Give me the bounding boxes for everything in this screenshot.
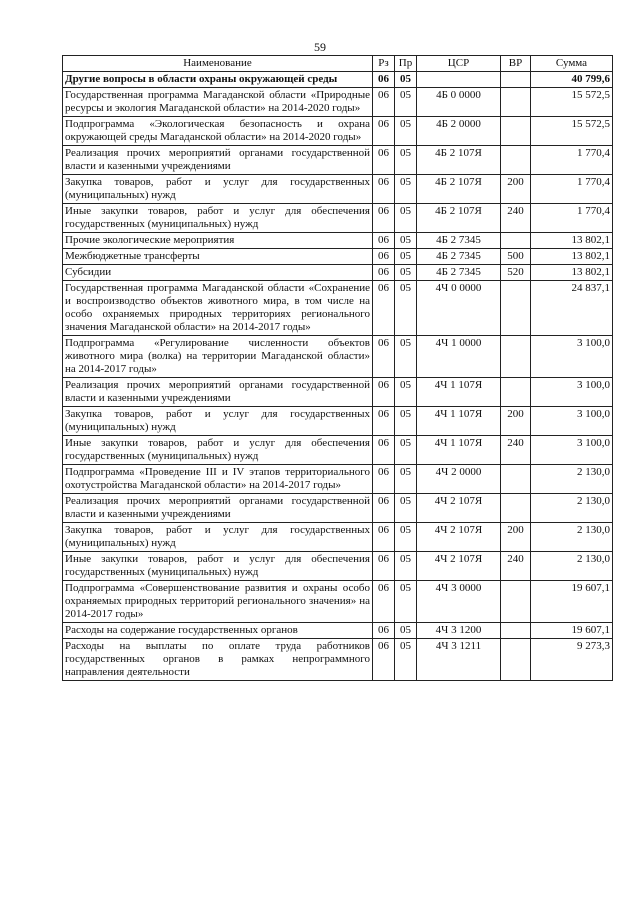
row-rz-cell: 06 bbox=[373, 465, 395, 494]
table-row bbox=[63, 117, 613, 146]
row-csr-cell: 4Б 2 7345 bbox=[417, 249, 501, 265]
row-sum-cell: 2 130,0 bbox=[531, 465, 613, 494]
row-rz-cell: 06 bbox=[373, 552, 395, 581]
row-pr-cell: 05 bbox=[395, 117, 417, 146]
row-vr-cell bbox=[501, 146, 531, 175]
row-sum-cell: 13 802,1 bbox=[531, 233, 613, 249]
row-name-cell: Прочие экологические мероприятия bbox=[63, 233, 373, 249]
table-row bbox=[63, 175, 613, 204]
header-sum: Сумма bbox=[531, 56, 613, 72]
row-rz-cell: 06 bbox=[373, 407, 395, 436]
row-sum-cell: 24 837,1 bbox=[531, 281, 613, 336]
header-pr: Пр bbox=[395, 56, 417, 72]
table-row bbox=[63, 146, 613, 175]
row-name-cell: Подпрограмма «Экологическая безопасность и охрана окружающей среды Магаданской области» на 2014-2020 годы» bbox=[63, 117, 373, 146]
table-row bbox=[63, 88, 613, 117]
row-csr-cell: 4Ч 1 107Я bbox=[417, 378, 501, 407]
row-pr-cell: 05 bbox=[395, 523, 417, 552]
row-vr-cell bbox=[501, 378, 531, 407]
row-rz-cell: 06 bbox=[373, 336, 395, 378]
row-csr-cell: 4Ч 3 1211 bbox=[417, 639, 501, 681]
row-rz-cell: 06 bbox=[373, 623, 395, 639]
table-row bbox=[63, 581, 613, 623]
row-vr-cell: 200 bbox=[501, 407, 531, 436]
row-pr-cell: 05 bbox=[395, 378, 417, 407]
table-row bbox=[63, 72, 613, 88]
row-rz-cell: 06 bbox=[373, 265, 395, 281]
table-row bbox=[63, 552, 613, 581]
row-csr-cell: 4Ч 2 0000 bbox=[417, 465, 501, 494]
header-vr: ВР bbox=[501, 56, 531, 72]
table-row bbox=[63, 523, 613, 552]
row-pr-cell: 05 bbox=[395, 249, 417, 265]
row-pr-cell: 05 bbox=[395, 639, 417, 681]
row-sum-cell: 13 802,1 bbox=[531, 265, 613, 281]
row-pr-cell: 05 bbox=[395, 407, 417, 436]
row-vr-cell bbox=[501, 623, 531, 639]
row-name-cell: Закупка товаров, работ и услуг для государственных (муниципальных) нужд bbox=[63, 175, 373, 204]
row-sum-cell: 3 100,0 bbox=[531, 436, 613, 465]
row-vr-cell bbox=[501, 72, 531, 88]
row-name-cell: Закупка товаров, работ и услуг для государственных (муниципальных) нужд bbox=[63, 523, 373, 552]
row-pr-cell: 05 bbox=[395, 581, 417, 623]
row-sum-cell: 15 572,5 bbox=[531, 88, 613, 117]
row-vr-cell bbox=[501, 494, 531, 523]
row-name-cell: Реализация прочих мероприятий органами государственной власти и казенными учреждениями bbox=[63, 494, 373, 523]
row-rz-cell: 06 bbox=[373, 249, 395, 265]
row-vr-cell: 520 bbox=[501, 265, 531, 281]
row-csr-cell: 4Б 2 107Я bbox=[417, 204, 501, 233]
row-rz-cell: 06 bbox=[373, 88, 395, 117]
row-sum-cell: 9 273,3 bbox=[531, 639, 613, 681]
row-sum-cell: 40 799,6 bbox=[531, 72, 613, 88]
row-pr-cell: 05 bbox=[395, 336, 417, 378]
table-row bbox=[63, 233, 613, 249]
row-vr-cell bbox=[501, 581, 531, 623]
row-name-cell: Субсидии bbox=[63, 265, 373, 281]
row-csr-cell: 4Ч 2 107Я bbox=[417, 523, 501, 552]
row-csr-cell: 4Ч 2 107Я bbox=[417, 552, 501, 581]
row-rz-cell: 06 bbox=[373, 436, 395, 465]
row-vr-cell bbox=[501, 281, 531, 336]
row-pr-cell: 05 bbox=[395, 72, 417, 88]
row-csr-cell: 4Ч 1 0000 bbox=[417, 336, 501, 378]
row-rz-cell: 06 bbox=[373, 581, 395, 623]
table-row bbox=[63, 407, 613, 436]
row-pr-cell: 05 bbox=[395, 623, 417, 639]
header-name: Наименование bbox=[63, 56, 373, 72]
table-row bbox=[63, 465, 613, 494]
row-sum-cell: 3 100,0 bbox=[531, 378, 613, 407]
row-vr-cell bbox=[501, 336, 531, 378]
row-rz-cell: 06 bbox=[373, 639, 395, 681]
row-rz-cell: 06 bbox=[373, 175, 395, 204]
row-rz-cell: 06 bbox=[373, 72, 395, 88]
row-name-cell: Иные закупки товаров, работ и услуг для обеспечения государственных (муниципальных) нужд bbox=[63, 436, 373, 465]
row-name-cell: Иные закупки товаров, работ и услуг для обеспечения государственных (муниципальных) нужд bbox=[63, 552, 373, 581]
table-row bbox=[63, 623, 613, 639]
row-name-cell: Подпрограмма «Регулирование численности объектов животного мира (волка) на территории Магаданской области» на 2014-2017 годы» bbox=[63, 336, 373, 378]
row-csr-cell: 4Ч 1 107Я bbox=[417, 407, 501, 436]
row-rz-cell: 06 bbox=[373, 146, 395, 175]
row-name-cell: Реализация прочих мероприятий органами государственной власти и казенными учреждениями bbox=[63, 146, 373, 175]
row-sum-cell: 1 770,4 bbox=[531, 146, 613, 175]
row-vr-cell bbox=[501, 88, 531, 117]
row-pr-cell: 05 bbox=[395, 175, 417, 204]
row-sum-cell: 13 802,1 bbox=[531, 249, 613, 265]
row-csr-cell: 4Б 2 7345 bbox=[417, 265, 501, 281]
row-rz-cell: 06 bbox=[373, 494, 395, 523]
row-rz-cell: 06 bbox=[373, 378, 395, 407]
table-row bbox=[63, 204, 613, 233]
row-sum-cell: 3 100,0 bbox=[531, 336, 613, 378]
row-sum-cell: 19 607,1 bbox=[531, 581, 613, 623]
row-vr-cell: 240 bbox=[501, 204, 531, 233]
row-pr-cell: 05 bbox=[395, 436, 417, 465]
row-vr-cell: 200 bbox=[501, 175, 531, 204]
row-sum-cell: 2 130,0 bbox=[531, 523, 613, 552]
row-csr-cell: 4Б 2 107Я bbox=[417, 175, 501, 204]
row-pr-cell: 05 bbox=[395, 88, 417, 117]
table-row bbox=[63, 249, 613, 265]
table-row bbox=[63, 265, 613, 281]
row-vr-cell: 200 bbox=[501, 523, 531, 552]
row-pr-cell: 05 bbox=[395, 204, 417, 233]
row-pr-cell: 05 bbox=[395, 265, 417, 281]
row-csr-cell: 4Ч 3 1200 bbox=[417, 623, 501, 639]
row-csr-cell: 4Б 0 0000 bbox=[417, 88, 501, 117]
row-csr-cell: 4Б 2 0000 bbox=[417, 117, 501, 146]
row-name-cell: Расходы на выплаты по оплате труда работников государственных органов в рамках непрограммного направления деятельности bbox=[63, 639, 373, 681]
row-sum-cell: 2 130,0 bbox=[531, 552, 613, 581]
row-sum-cell: 15 572,5 bbox=[531, 117, 613, 146]
row-rz-cell: 06 bbox=[373, 523, 395, 552]
row-sum-cell: 1 770,4 bbox=[531, 204, 613, 233]
header-csr: ЦСР bbox=[417, 56, 501, 72]
table-row bbox=[63, 336, 613, 378]
table-header-row bbox=[63, 56, 613, 72]
row-rz-cell: 06 bbox=[373, 117, 395, 146]
row-rz-cell: 06 bbox=[373, 204, 395, 233]
row-name-cell: Подпрограмма «Совершенствование развития и охраны особо охраняемых природных территорий регионального значения» на 2014-2017 годы» bbox=[63, 581, 373, 623]
row-name-cell: Межбюджетные трансферты bbox=[63, 249, 373, 265]
row-name-cell: Государственная программа Магаданской области «Сохранение и воспроизводство объектов животного мира, в том числе на особо охраняемых природных территориях регионального значения Магаданской области» на 2014-2017 годы» bbox=[63, 281, 373, 336]
row-name-cell: Другие вопросы в области охраны окружающей среды bbox=[63, 72, 373, 88]
row-vr-cell bbox=[501, 465, 531, 494]
row-name-cell: Государственная программа Магаданской области «Природные ресурсы и экология Магаданской области» на 2014-2020 годы» bbox=[63, 88, 373, 117]
row-pr-cell: 05 bbox=[395, 233, 417, 249]
row-csr-cell: 4Ч 0 0000 bbox=[417, 281, 501, 336]
header-rz: Рз bbox=[373, 56, 395, 72]
table-row bbox=[63, 639, 613, 681]
row-csr-cell: 4Ч 3 0000 bbox=[417, 581, 501, 623]
row-pr-cell: 05 bbox=[395, 552, 417, 581]
row-csr-cell: 4Б 2 107Я bbox=[417, 146, 501, 175]
row-vr-cell bbox=[501, 233, 531, 249]
row-csr-cell bbox=[417, 72, 501, 88]
row-name-cell: Расходы на содержание государственных органов bbox=[63, 623, 373, 639]
row-pr-cell: 05 bbox=[395, 494, 417, 523]
row-name-cell: Иные закупки товаров, работ и услуг для обеспечения государственных (муниципальных) нужд bbox=[63, 204, 373, 233]
row-vr-cell bbox=[501, 117, 531, 146]
table-row bbox=[63, 436, 613, 465]
row-vr-cell: 240 bbox=[501, 436, 531, 465]
row-csr-cell: 4Ч 1 107Я bbox=[417, 436, 501, 465]
page-number: 59 bbox=[314, 40, 326, 54]
row-name-cell: Реализация прочих мероприятий органами государственной власти и казенными учреждениями bbox=[63, 378, 373, 407]
budget-table bbox=[62, 55, 613, 681]
row-pr-cell: 05 bbox=[395, 146, 417, 175]
table-row bbox=[63, 378, 613, 407]
row-csr-cell: 4Ч 2 107Я bbox=[417, 494, 501, 523]
table-row bbox=[63, 494, 613, 523]
row-csr-cell: 4Б 2 7345 bbox=[417, 233, 501, 249]
row-rz-cell: 06 bbox=[373, 281, 395, 336]
row-name-cell: Закупка товаров, работ и услуг для государственных (муниципальных) нужд bbox=[63, 407, 373, 436]
row-sum-cell: 1 770,4 bbox=[531, 175, 613, 204]
row-sum-cell: 19 607,1 bbox=[531, 623, 613, 639]
row-vr-cell bbox=[501, 639, 531, 681]
row-name-cell: Подпрограмма «Проведение III и IV этапов территориального охотустройства Магаданской области» на 2014-2017 годы» bbox=[63, 465, 373, 494]
row-rz-cell: 06 bbox=[373, 233, 395, 249]
row-vr-cell: 240 bbox=[501, 552, 531, 581]
table-row bbox=[63, 281, 613, 336]
row-sum-cell: 2 130,0 bbox=[531, 494, 613, 523]
row-sum-cell: 3 100,0 bbox=[531, 407, 613, 436]
row-pr-cell: 05 bbox=[395, 465, 417, 494]
row-vr-cell: 500 bbox=[501, 249, 531, 265]
row-pr-cell: 05 bbox=[395, 281, 417, 336]
